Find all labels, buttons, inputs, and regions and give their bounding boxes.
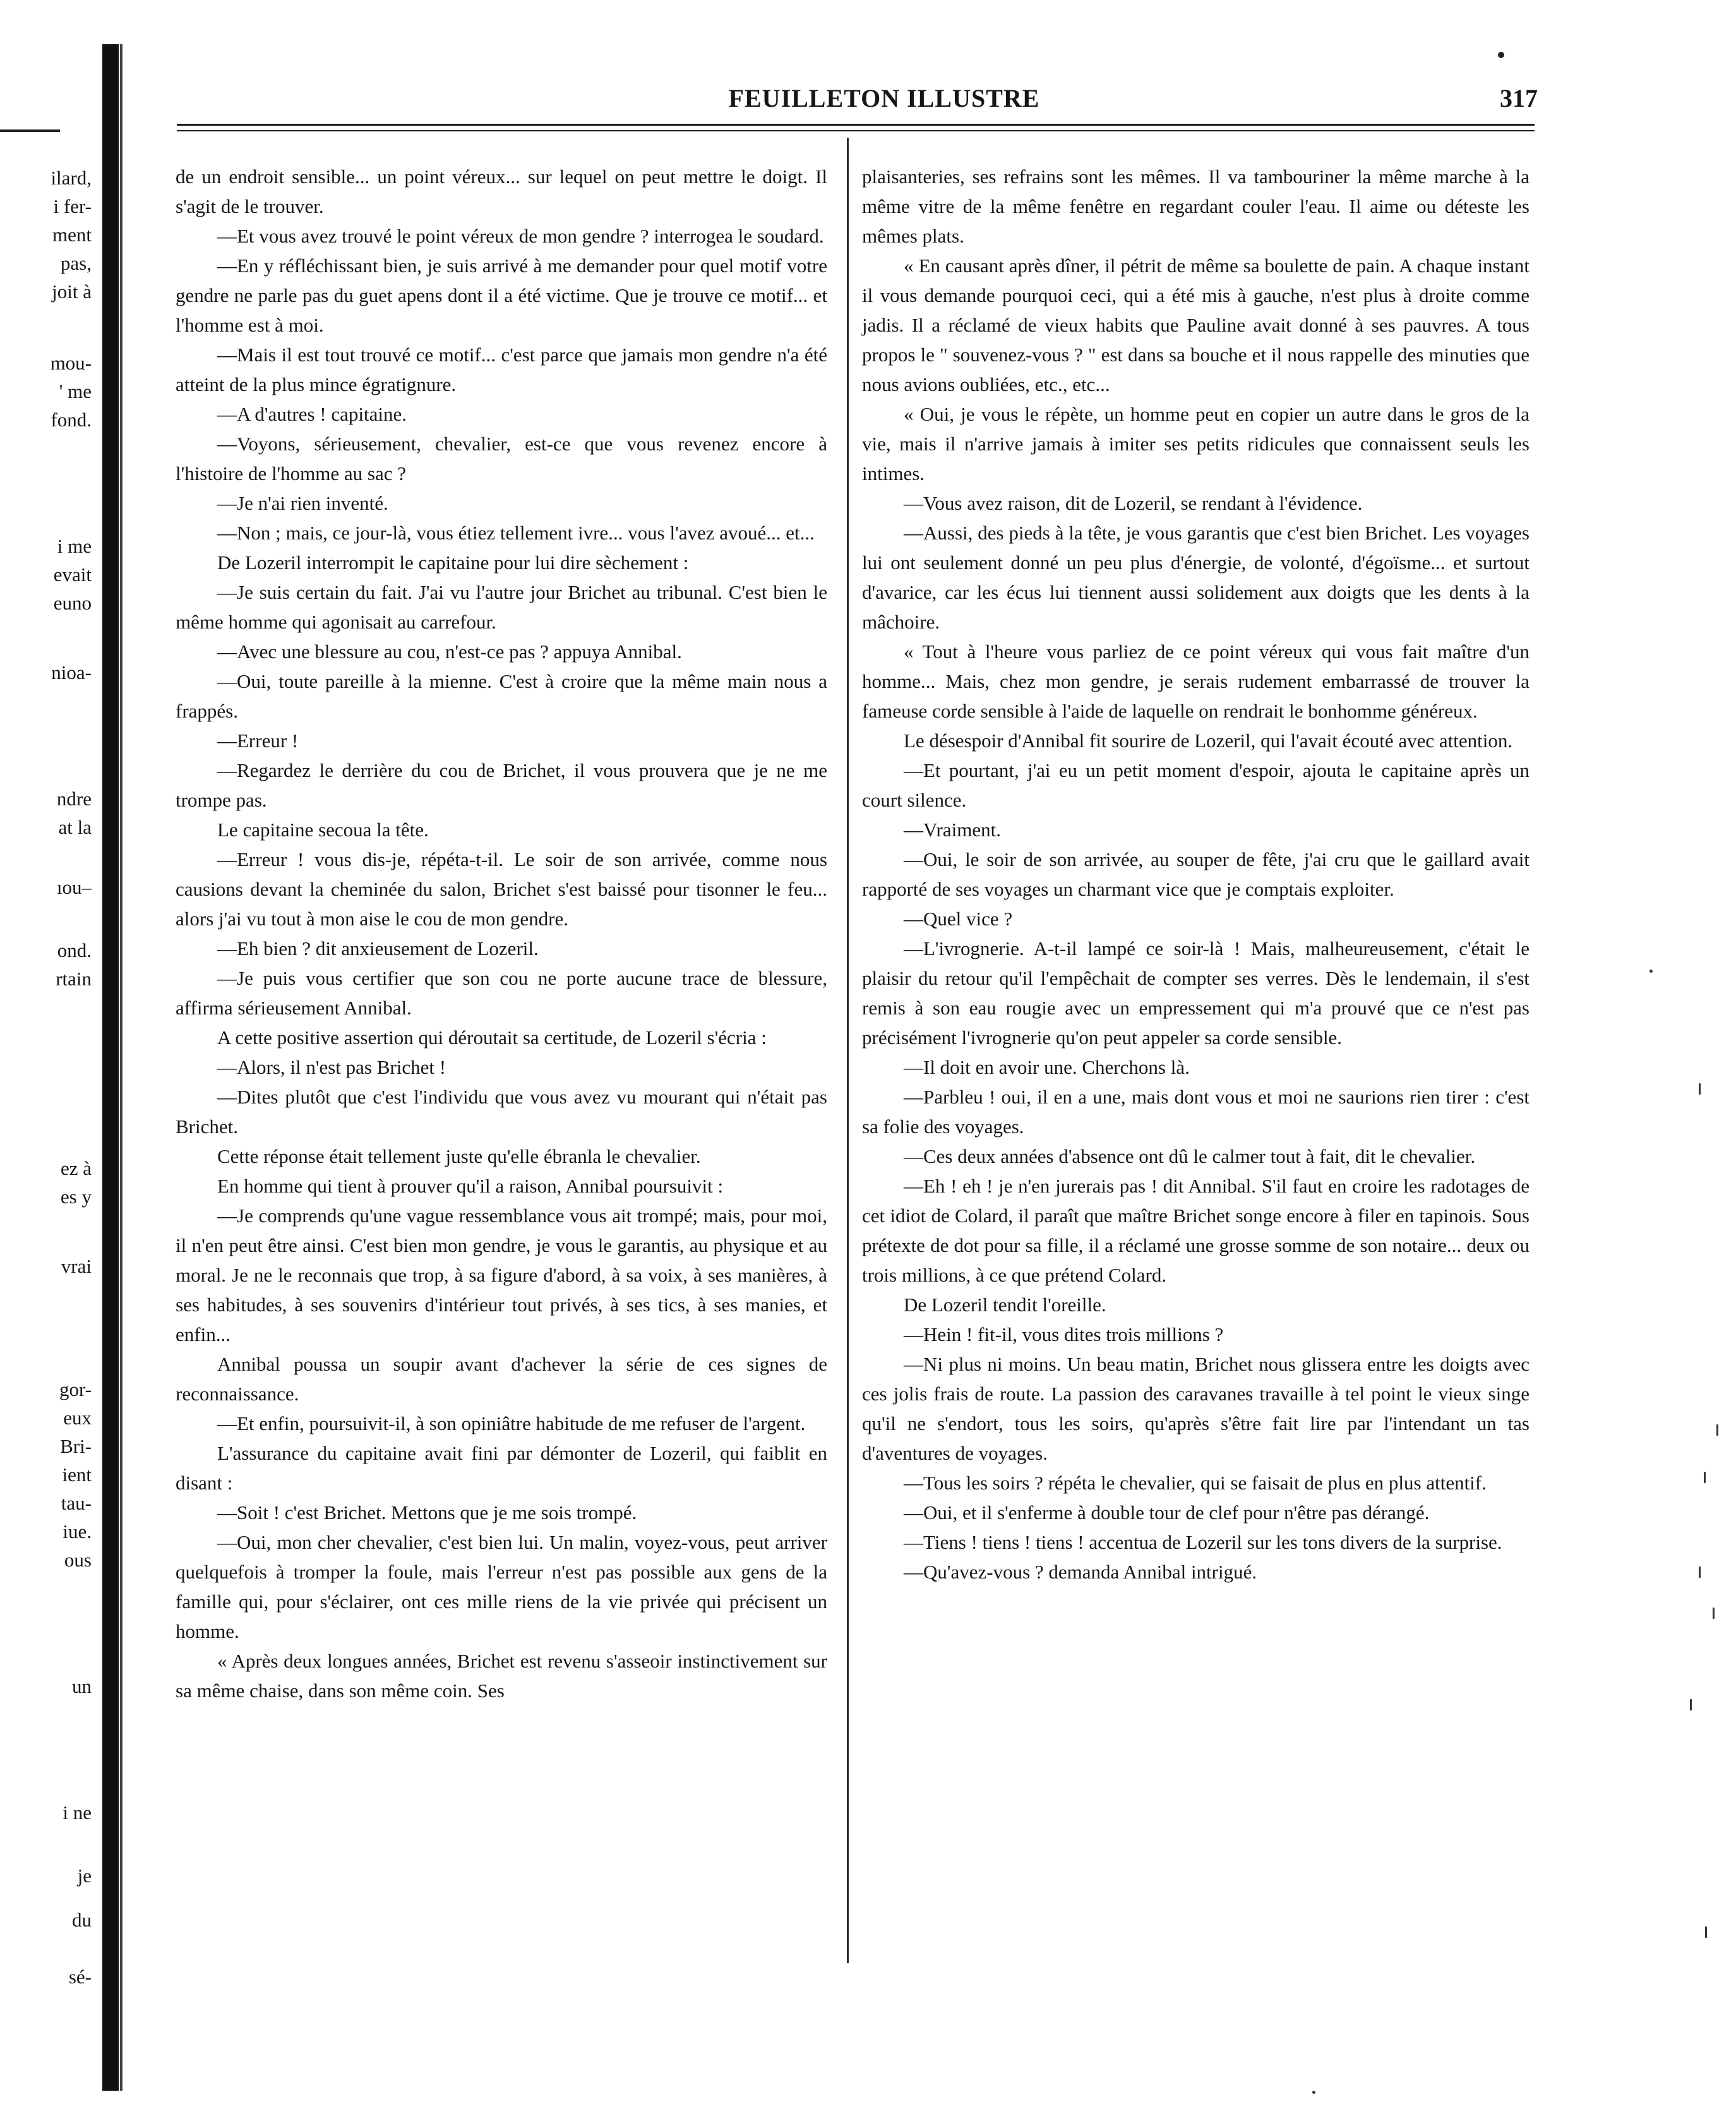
paragraph: —Erreur ! vous dis-je, répéta-t-il. Le soir de son arrivée, comme nous causions devant la cheminée du salon, Brichet s'est baissé pour tisonner le feu... alors j'ai vu tout à mon aise le cou de mon gendre. <box>176 848 827 930</box>
paragraph: plaisanteries, ses refrains sont les mêmes. Il va tambouriner la même marche à la même vitre de la même fenêtre en regardant couler l'eau. Il aime ou déteste les mêmes plats. <box>862 165 1529 247</box>
text-column-left <box>176 162 827 1705</box>
left-page-fragment: joit à <box>52 280 92 303</box>
left-page-fragment: ond. <box>57 939 92 961</box>
paragraph: —En y réfléchissant bien, je suis arrivé à me demander pour quel motif votre gendre ne parle pas du guet apens dont il a été victime. Que je trouve ce motif... et l'homme est à moi. <box>176 255 827 336</box>
paragraph: —Erreur ! <box>217 730 299 752</box>
left-page-fragment: je <box>77 1865 92 1887</box>
paragraph: —Oui, mon cher chevalier, c'est bien lui. Un malin, voyez-vous, peut arriver quelquefois à tromper la foule, mais l'erreur n'est pas possible aux gens de la famille qui, pour s'éclairer, ont ces mille riens de la vie privée qui précisent un homme. <box>176 1531 827 1642</box>
paragraph: « Tout à l'heure vous parliez de ce point véreux qui vous fait maître d'un homme... Mais, chez mon gendre, je serais rudement embarrassé de trouver la fameuse corde sensible à l'aide de laquelle on rendrait le bonhomme généreux. <box>862 640 1529 722</box>
paragraph: —Eh bien ? dit anxieusement de Lozeril. <box>217 937 539 959</box>
left-page-fragment: at la <box>58 816 92 838</box>
paragraph: —L'ivrognerie. A-t-il lampé ce soir-là ! Mais, malheureusement, c'était le plaisir du retour qu'il l'empêchait de compter ses verres. Dès le lendemain, il s'est remis à son eau rougie avec un empressement qui m'a prouvé que ce n'est pas précisément l'ivrognerie qu'on peut appeler sa corde sensible. <box>862 937 1529 1049</box>
paragraph: « Oui, je vous le répète, un homme peut en copier un autre dans le gros de la vie, mais il n'arrive jamais à imiter ses petits ridicules que connaissent seuls les intimes. <box>862 403 1529 484</box>
running-title: FEUILLETON ILLUSTRE <box>728 84 1040 112</box>
left-page-fragment: nioa- <box>51 661 92 683</box>
left-page-fragment: ient <box>62 1464 92 1486</box>
scan-speck <box>1705 1927 1707 1938</box>
left-page-fragment: sé- <box>68 1966 92 1988</box>
paragraph: —A d'autres ! capitaine. <box>217 403 407 425</box>
left-page-fragment: i me <box>57 535 92 557</box>
paragraph: —Qu'avez-vous ? demanda Annibal intrigué. <box>904 1561 1257 1583</box>
left-page-fragment: ous <box>64 1549 92 1571</box>
paragraph: —Non ; mais, ce jour-là, vous étiez tellement ivre... vous l'avez avoué... et... <box>217 522 815 544</box>
paragraph: Le désespoir d'Annibal fit sourire de Lozeril, qui l'avait écouté avec attention. <box>904 730 1513 752</box>
text-column-right <box>862 162 1529 1587</box>
paragraph: —Regardez le derrière du cou de Brichet, il vous prouvera que je ne me trompe pas. <box>176 759 827 811</box>
paragraph: —Et enfin, poursuivit-il, à son opiniâtre habitude de me refuser de l'argent. <box>217 1412 806 1434</box>
paragraph: —Ces deux années d'absence ont dû le calmer tout à fait, dit le chevalier. <box>904 1145 1476 1167</box>
paragraph: —Je n'ai rien inventé. <box>217 492 388 514</box>
paragraph: —Tous les soirs ? répéta le chevalier, qui se faisait de plus en plus attentif. <box>904 1472 1487 1494</box>
paragraph: —Eh ! eh ! je n'en jurerais pas ! dit Annibal. S'il faut en croire les radotages de cet idiot de Colard, il paraît que maître Brichet songe encore à filer en tapinois. Sous prétexte de dot pour sa fille, il a réclamé une grosse somme de son notaire... deux ou trois millions, à ce que prétend Colard. <box>862 1175 1529 1286</box>
paragraph: —Voyons, sérieusement, chevalier, est-ce que vous revenez encore à l'histoire de l'homme au sac ? <box>176 433 827 484</box>
left-page-fragment: ndre <box>56 788 92 810</box>
paragraph: —Vous avez raison, dit de Lozeril, se rendant à l'évidence. <box>904 492 1363 514</box>
header-rule <box>177 124 1535 126</box>
left-page-fragment: tau- <box>61 1492 92 1514</box>
scan-speck <box>1312 2091 1315 2094</box>
paragraph: —Oui, le soir de son arrivée, au souper de fête, j'ai cru que le gaillard avait rapporté de ses voyages un charmant vice que je comptais exploiter. <box>862 848 1529 900</box>
paragraph: « En causant après dîner, il pétrit de même sa boulette de pain. A chaque instant il vous demande pourquoi ceci, qui a été mis à gauche, n'est plus à droite comme jadis. Il a réclamé de vieux habits que Pauline avait donné à ses pauvres. A tous propos le " souvenez-vous ? " est dans sa bouche et il nous rappelle des minuties que nous avions oubliées, etc., etc... <box>862 255 1529 395</box>
paragraph: Cette réponse était tellement juste qu'elle ébranla le chevalier. <box>217 1145 701 1167</box>
left-page-fragment: ıou– <box>56 876 92 898</box>
paragraph: —Alors, il n'est pas Brichet ! <box>217 1056 446 1078</box>
left-page-fragment: eux <box>63 1407 92 1429</box>
binding-gutter-edge <box>120 44 123 2091</box>
paragraph: De Lozeril interrompit le capitaine pour lui dire sèchement : <box>217 551 689 574</box>
paragraph: —Mais il est tout trouvé ce motif... c'est parce que jamais mon gendre n'a été atteint de la plus mince égratignure. <box>176 344 827 395</box>
left-page-fragment: ment <box>52 224 92 246</box>
paragraph: A cette positive assertion qui déroutait sa certitude, de Lozeril s'écria : <box>217 1026 767 1049</box>
scan-speck <box>1716 1424 1718 1436</box>
scan-speck <box>1704 1472 1706 1483</box>
left-page-fragment: du <box>72 1909 92 1931</box>
paragraph: —Je comprends qu'une vague ressemblance vous ait trompé; mais, pour moi, il n'en peut être ainsi. C'est bien mon gendre, je vous le garantis, au physique et au moral. Je ne le reconnais que trop, à sa figure d'abord, à sa voix, à ses manières, à ses habitudes, à ses souvenirs d'intérieur tout privés, à ses tics, à ses manies, et enfin... <box>176 1205 827 1345</box>
paragraph: —Dites plutôt que c'est l'individu que vous avez vu mourant qui n'était pas Brichet. <box>176 1086 827 1138</box>
scan-speck <box>1699 1566 1701 1578</box>
left-page-fragment: ilard, <box>51 167 92 189</box>
left-page-fragment: Bri- <box>60 1435 92 1457</box>
paragraph: —Tiens ! tiens ! tiens ! accentua de Lozeril sur les tons divers de la surprise. <box>904 1531 1502 1553</box>
header-rule-thin <box>177 130 1535 131</box>
left-page-fragment: fond. <box>51 409 92 431</box>
paragraph: —Je puis vous certifier que son cou ne porte aucune trace de blessure, affirma sérieusement Annibal. <box>176 967 827 1019</box>
scan-speck <box>1713 1608 1715 1619</box>
left-page-fragment: pas, <box>60 252 92 274</box>
left-page-fragment: rtain <box>56 968 92 990</box>
scan-speck <box>1649 970 1653 973</box>
paragraph: Le capitaine secoua la tête. <box>217 819 429 841</box>
paragraph: —Quel vice ? <box>904 908 1013 930</box>
left-page-fragment: i fer- <box>53 195 92 217</box>
scan-speck <box>1690 1699 1692 1710</box>
column-divider <box>847 138 849 1963</box>
left-page-fragment: euno <box>53 592 92 614</box>
scan-speck <box>1699 1083 1701 1095</box>
paragraph: —Et vous avez trouvé le point véreux de mon gendre ? interrogea le soudard. <box>217 225 824 247</box>
left-page-fragment: es y <box>60 1186 92 1208</box>
left-page-fragment: vrai <box>61 1255 92 1277</box>
paragraph: —Vraiment. <box>904 819 1001 841</box>
paragraph: —Je suis certain du fait. J'ai vu l'autre jour Brichet au tribunal. C'est bien le même homme qui agonisait au carrefour. <box>176 581 827 633</box>
paragraph: —Oui, et il s'enferme à double tour de clef pour n'être pas dérangé. <box>904 1501 1430 1524</box>
paragraph: —Hein ! fit-il, vous dites trois millions ? <box>904 1323 1224 1345</box>
paragraph: —Parbleu ! oui, il en a une, mais dont vous et moi ne saurions rien tirer : c'est sa folie des voyages. <box>862 1086 1529 1138</box>
paragraph: —Ni plus ni moins. Un beau matin, Brichet nous glissera entre les doigts avec ces jolis frais de route. La passion des caravanes travaille à tel point le vieux singe qu'il ne s'endort, tous les soirs, qu'après s'être fait lire par l'intendant un tas d'aventures de voyages. <box>862 1353 1529 1464</box>
paragraph: de un endroit sensible... un point véreux... sur lequel on peut mettre le doigt. Il s'agit de le trouver. <box>176 165 827 217</box>
left-page-fragment: evait <box>53 563 92 586</box>
paragraph: En homme qui tient à prouver qu'il a raison, Annibal poursuivit : <box>217 1175 724 1197</box>
left-page-fragment: i ne <box>63 1801 92 1824</box>
page-number: 317 <box>1500 84 1538 112</box>
paragraph: L'assurance du capitaine avait fini par démonter de Lozeril, qui faiblit en disant : <box>176 1442 827 1494</box>
left-page-fragment: ez à <box>60 1157 92 1179</box>
paragraph: —Il doit en avoir une. Cherchons là. <box>904 1056 1190 1078</box>
left-page-fragment: mou- <box>50 352 92 374</box>
left-page-fragment: ' me <box>59 380 92 402</box>
paragraph: —Avec une blessure au cou, n'est-ce pas ? appuya Annibal. <box>217 640 682 663</box>
left-page-fragment: iue. <box>63 1520 92 1542</box>
ink-dot <box>1498 52 1504 58</box>
left-page-rule <box>0 129 60 132</box>
paragraph: —Oui, toute pareille à la mienne. C'est à croire que la même main nous a frappés. <box>176 670 827 722</box>
paragraph: —Soit ! c'est Brichet. Mettons que je me sois trompé. <box>217 1501 637 1524</box>
paragraph: —Et pourtant, j'ai eu un petit moment d'espoir, ajouta le capitaine après un court silence. <box>862 759 1529 811</box>
left-page-fragment: gor- <box>59 1378 92 1400</box>
paragraph: « Après deux longues années, Brichet est revenu s'asseoir instinctivement sur sa même chaise, dans son même coin. Ses <box>176 1650 827 1702</box>
paragraph: Annibal poussa un soupir avant d'achever la série de ces signes de reconnaissance. <box>176 1353 827 1405</box>
paragraph: —Aussi, des pieds à la tête, je vous garantis que c'est bien Brichet. Les voyages lui ont seulement donné un peu plus d'énergie, de volonté, d'égoïsme... et surtout d'avarice, car les écus lui tiennent aussi solidement aux doigts que les dents à la mâchoire. <box>862 522 1529 633</box>
paragraph: De Lozeril tendit l'oreille. <box>904 1294 1106 1316</box>
left-page-fragment: un <box>72 1675 92 1697</box>
binding-gutter <box>102 44 119 2091</box>
